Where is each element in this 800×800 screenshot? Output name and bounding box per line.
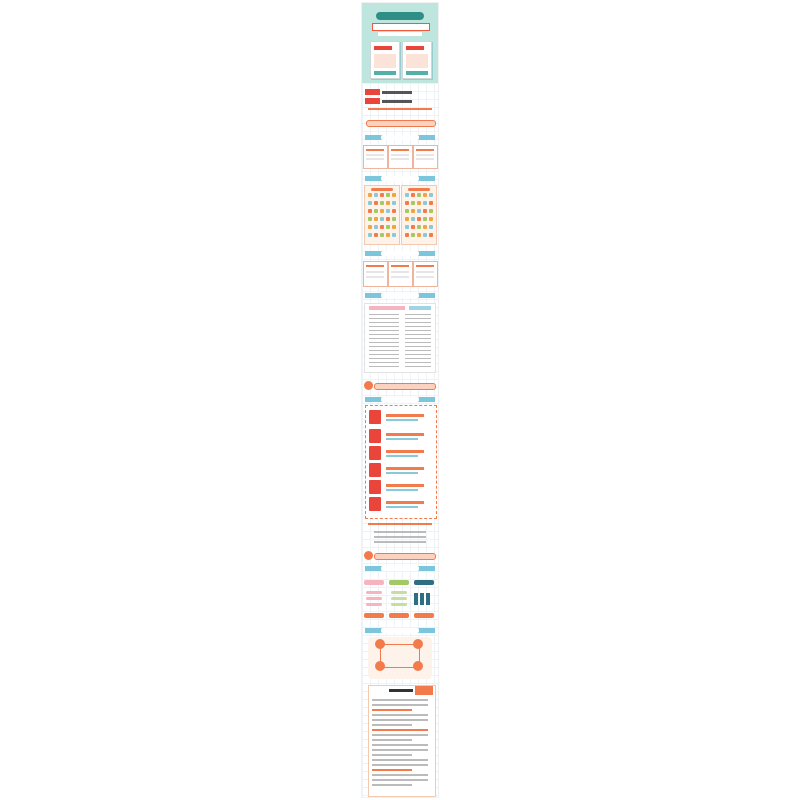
flow-sub-3 <box>366 603 382 606</box>
review-line <box>372 749 428 751</box>
intro-line-1 <box>382 91 412 94</box>
flow-bottom-3 <box>414 613 434 618</box>
worksheet-cell <box>392 225 396 229</box>
section-bar-4 <box>365 293 435 298</box>
text-line <box>405 358 431 359</box>
flow-bar-1 <box>414 593 418 605</box>
review-line <box>372 704 428 706</box>
worksheet-cell <box>417 201 421 205</box>
step-6-label <box>386 501 424 504</box>
step-4-label <box>386 467 424 470</box>
text-line <box>405 342 431 343</box>
worksheet-cell <box>417 233 421 237</box>
text-line <box>405 350 431 351</box>
text-page-preview <box>364 303 436 373</box>
text-line <box>369 362 399 363</box>
worksheet-cell <box>386 193 390 197</box>
cycle-node-2 <box>413 639 423 649</box>
flow-node-1 <box>364 580 384 585</box>
worksheet-cell <box>405 225 409 229</box>
review-line <box>372 744 428 746</box>
flow-bottom-1 <box>364 613 384 618</box>
feature-thumb-3 <box>413 145 438 169</box>
worksheet-cell <box>386 201 390 205</box>
worksheet-cell <box>392 193 396 197</box>
note-line-2 <box>374 531 426 533</box>
step-3-label <box>386 450 424 453</box>
worksheet-cell <box>405 233 409 237</box>
step-4-icon <box>369 463 381 477</box>
worksheet-cell <box>429 193 433 197</box>
worksheet-cell <box>423 201 427 205</box>
worksheet-cell <box>423 225 427 229</box>
hero-badge <box>376 12 424 20</box>
review-line <box>372 714 428 716</box>
worksheet-cell <box>368 209 372 213</box>
step-6-icon <box>369 497 381 511</box>
flow-node-2 <box>389 580 409 585</box>
worksheet-cell <box>380 225 384 229</box>
step-5-icon <box>369 480 381 494</box>
worksheet-cell <box>392 233 396 237</box>
section-header-pill-2 <box>374 383 436 390</box>
text-line <box>369 334 399 335</box>
worksheet-cell <box>374 233 378 237</box>
flow-sub-1 <box>366 591 382 594</box>
sun-icon <box>364 381 373 390</box>
worksheet-cell <box>374 193 378 197</box>
worksheet-cell <box>423 193 427 197</box>
worksheet-cell <box>423 233 427 237</box>
worksheet-cell <box>368 201 372 205</box>
flow-sub-4 <box>391 591 407 594</box>
section-bar-6 <box>365 566 435 571</box>
note-line-4 <box>374 541 426 543</box>
reviews-heading <box>389 689 413 692</box>
worksheet-cell <box>411 225 415 229</box>
intro-line-3 <box>368 108 432 110</box>
worksheet-cell <box>429 201 433 205</box>
flow-sub-5 <box>391 597 407 600</box>
feature-thumb-6 <box>413 261 438 287</box>
worksheet-cell <box>417 217 421 221</box>
step-2-sub <box>386 438 418 440</box>
worksheet-cell <box>392 217 396 221</box>
text-line <box>405 326 431 327</box>
hero-subtitle <box>378 32 422 36</box>
review-line <box>372 739 412 741</box>
flow-sub-2 <box>366 597 382 600</box>
cycle-node-3 <box>375 661 385 671</box>
flow-bottom-2 <box>389 613 409 618</box>
worksheet-cell <box>368 217 372 221</box>
worksheet-cell <box>405 217 409 221</box>
intro-tag-2 <box>365 98 380 104</box>
text-line <box>369 318 399 319</box>
text-line <box>369 342 399 343</box>
section-bar-3 <box>365 251 435 256</box>
text-line <box>369 358 399 359</box>
section-bar-1 <box>365 135 435 140</box>
reviews-big-word <box>415 686 433 695</box>
step-1-label <box>386 414 424 417</box>
section-header-pill-3 <box>374 553 436 560</box>
worksheet-cell <box>392 201 396 205</box>
worksheet-cell <box>374 201 378 205</box>
worksheet-cell <box>411 209 415 213</box>
worksheet-cell <box>368 225 372 229</box>
feature-thumb-5 <box>388 261 413 287</box>
worksheet-cell <box>411 217 415 221</box>
review-line <box>372 724 412 726</box>
review-line <box>372 729 428 731</box>
worksheet-cell <box>380 217 384 221</box>
flow-node-3 <box>414 580 434 585</box>
worksheet-cell <box>429 225 433 229</box>
text-line <box>369 338 399 339</box>
worksheet-cell <box>411 193 415 197</box>
worksheet-cell <box>380 193 384 197</box>
feature-thumb-2 <box>388 145 413 169</box>
step-4-sub <box>386 472 418 474</box>
product-detail-strip <box>362 3 438 797</box>
worksheet-cell <box>392 209 396 213</box>
worksheet-cell <box>429 233 433 237</box>
cycle-node-4 <box>413 661 423 671</box>
text-line <box>405 334 431 335</box>
worksheet-cell <box>380 201 384 205</box>
worksheet-cell <box>429 217 433 221</box>
worksheet-cell <box>374 225 378 229</box>
note-line-3 <box>374 536 426 538</box>
text-line <box>369 350 399 351</box>
worksheet-cell <box>386 209 390 213</box>
worksheet-cell <box>429 209 433 213</box>
step-1-sub <box>386 419 418 421</box>
text-line <box>405 346 431 347</box>
text-line <box>405 314 431 315</box>
worksheet-cell <box>368 193 372 197</box>
text-line <box>369 314 399 315</box>
worksheet-cell <box>374 209 378 213</box>
text-line <box>369 354 399 355</box>
text-line <box>369 330 399 331</box>
review-line <box>372 699 428 701</box>
flow-bar-3 <box>426 593 430 605</box>
review-line <box>372 754 412 756</box>
step-1-icon <box>369 410 381 424</box>
worksheet-cell <box>411 233 415 237</box>
cycle-node-1 <box>375 639 385 649</box>
note-line-1 <box>368 523 432 525</box>
section-bar-5 <box>365 397 435 402</box>
text-line <box>369 366 399 367</box>
text-line <box>405 354 431 355</box>
step-3-icon <box>369 446 381 460</box>
hero-title <box>372 23 430 31</box>
step-3-sub <box>386 455 418 457</box>
section-bar-2 <box>365 176 435 181</box>
review-line <box>372 769 412 771</box>
worksheet-cell <box>405 201 409 205</box>
flow-bar-2 <box>420 593 424 605</box>
worksheet-cell <box>417 209 421 213</box>
intro-line-2 <box>382 100 412 103</box>
step-5-label <box>386 484 424 487</box>
text-line <box>405 322 431 323</box>
book-cover-right <box>402 41 432 79</box>
review-line <box>372 774 428 776</box>
worksheet-cell <box>405 209 409 213</box>
text-line <box>369 326 399 327</box>
review-line <box>372 734 428 736</box>
flow-sub-6 <box>391 603 407 606</box>
text-line <box>369 322 399 323</box>
step-6-sub <box>386 506 418 508</box>
step-5-sub <box>386 489 418 491</box>
hero-banner <box>362 3 438 83</box>
book-cover-left <box>370 41 400 79</box>
text-line <box>405 318 431 319</box>
feature-thumb-4 <box>363 261 388 287</box>
worksheet-cell <box>423 209 427 213</box>
review-line <box>372 764 428 766</box>
worksheet-cell <box>386 225 390 229</box>
worksheet-cell <box>380 209 384 213</box>
worksheet-cell <box>386 233 390 237</box>
worksheet-cell <box>411 201 415 205</box>
text-line <box>405 330 431 331</box>
section-bar-7 <box>365 628 435 633</box>
worksheet-cell <box>417 225 421 229</box>
worksheet-cell <box>405 193 409 197</box>
review-line <box>372 779 428 781</box>
text-line <box>405 338 431 339</box>
text-line <box>405 362 431 363</box>
step-2-label <box>386 433 424 436</box>
section-header-pill <box>366 120 436 127</box>
feature-thumb-1 <box>363 145 388 169</box>
worksheet-cell <box>423 217 427 221</box>
review-line <box>372 719 428 721</box>
review-line <box>372 709 412 711</box>
worksheet-cell <box>386 217 390 221</box>
worksheet-cell <box>374 217 378 221</box>
review-line <box>372 759 428 761</box>
intro-tag-1 <box>365 89 380 95</box>
worksheet-cell <box>380 233 384 237</box>
review-line <box>372 784 412 786</box>
sun-icon-2 <box>364 551 373 560</box>
step-2-icon <box>369 429 381 443</box>
worksheet-cell <box>417 193 421 197</box>
worksheet-cell <box>368 233 372 237</box>
text-line <box>405 366 431 367</box>
text-line <box>369 346 399 347</box>
